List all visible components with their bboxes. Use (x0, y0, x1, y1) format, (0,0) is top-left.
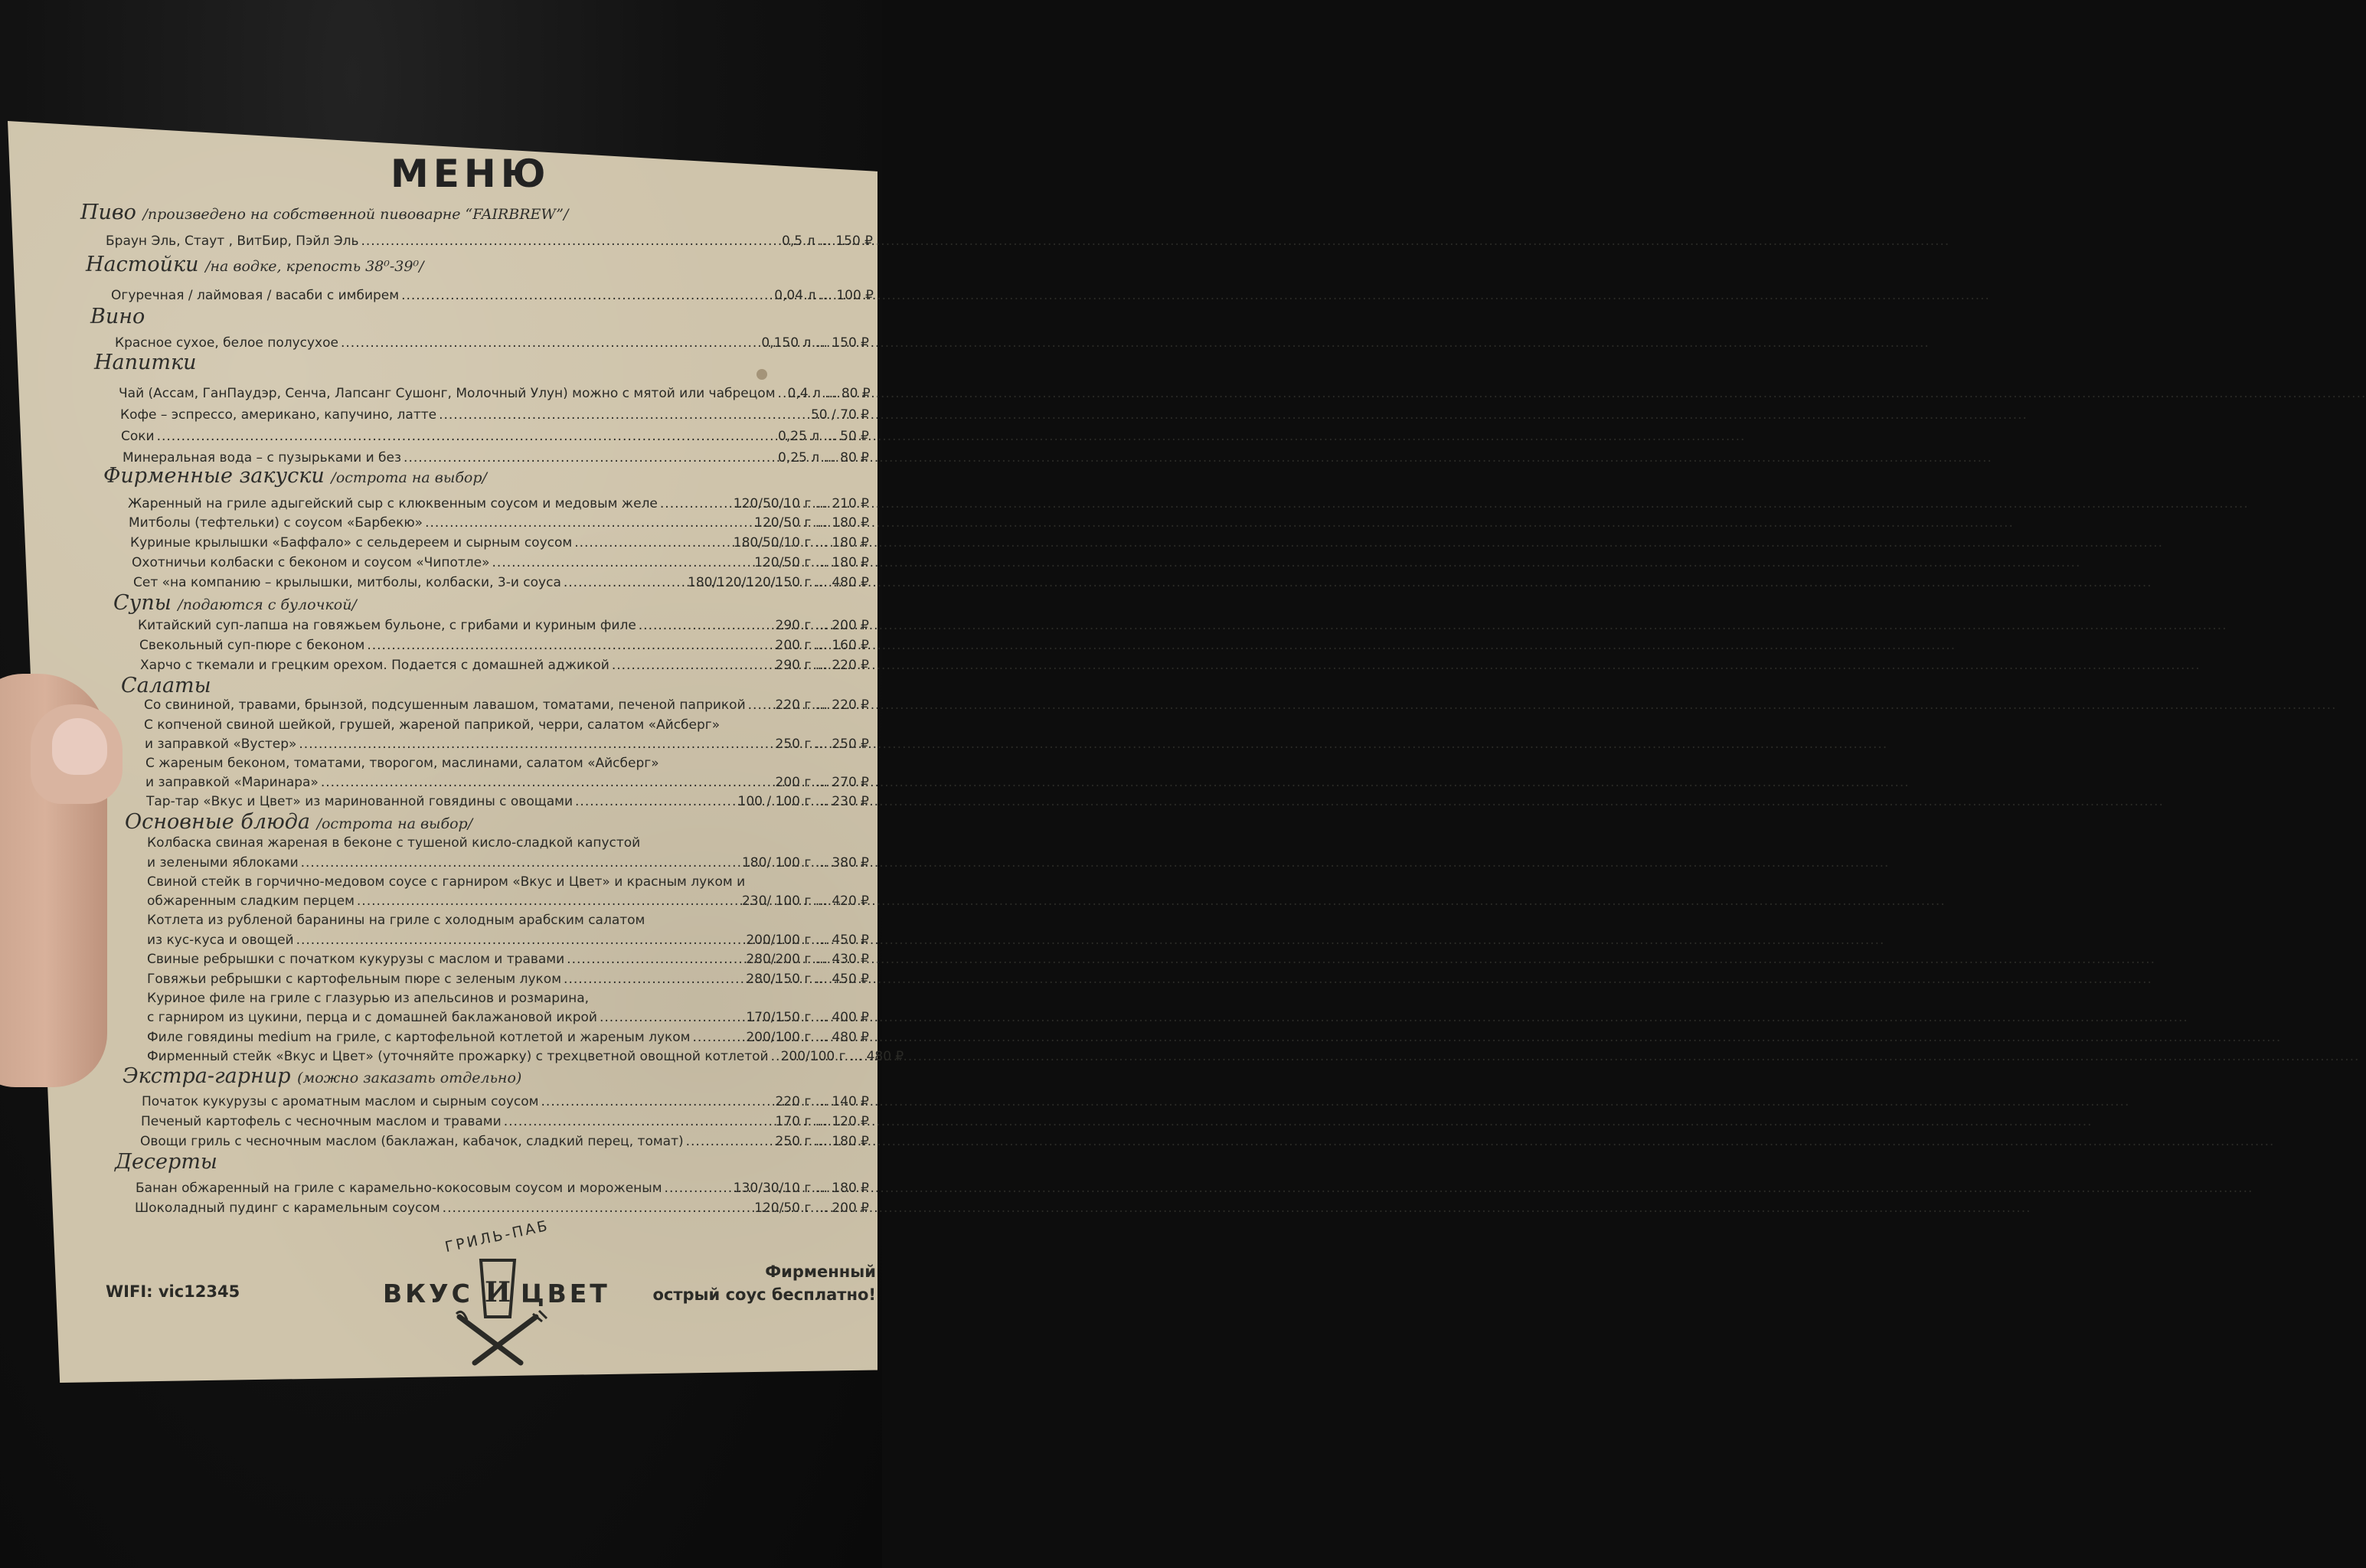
item-price: 120/50 г ... 180 ₽ (754, 555, 869, 570)
dot-leader (686, 1133, 773, 1150)
menu-content (0, 0, 904, 1568)
dot-leader (564, 574, 685, 591)
item-name: Митболы (тефтельки) с соусом «Барбекю» (129, 515, 423, 531)
dot-leader (299, 736, 773, 753)
menu-item (147, 971, 869, 988)
item-name: Говяжьи ребрышки с картофельным пюре с зеленым луком (147, 972, 562, 987)
menu-item (115, 335, 869, 351)
item-price: 290 г ... 220 ₽ (775, 658, 869, 673)
menu-item (120, 407, 869, 423)
item-name: Соки (121, 429, 155, 444)
section-drinks-heading (94, 351, 197, 374)
logo-subtitle: ГРИЛЬ-ПАБ (443, 1217, 551, 1256)
item-name: обжаренным сладким перцем (147, 893, 355, 909)
dot-leader (157, 428, 776, 445)
grill-pub-logo (383, 1217, 620, 1370)
section-beer-note: /произведено на собственной пивоварне “FAIRBREW”/ (142, 206, 569, 223)
dot-leader (564, 971, 743, 988)
item-price: 0,25 л ... 50 ₽ (778, 429, 869, 444)
item-name: из кус-куса и овощей (147, 933, 294, 948)
menu-item (133, 574, 869, 591)
menu-item (141, 1113, 869, 1130)
item-name: Свекольный суп-пюре с беконом (139, 638, 365, 653)
item-name: и заправкой «Вустер» (145, 737, 297, 752)
menu-item (111, 287, 874, 304)
dot-leader (367, 637, 773, 654)
dot-leader (321, 774, 773, 791)
logo-mark-letter: И (484, 1276, 511, 1308)
item-price: 180/50/10 г ... 180 ₽ (733, 535, 869, 550)
item-price: 280/150 г ... 450 ₽ (746, 972, 869, 987)
section-snacks-heading (103, 464, 487, 488)
item-price: 0,04 л ... 100 ₽ (774, 288, 874, 303)
section-desserts-heading (115, 1150, 217, 1174)
item-name: Чай (Ассам, ГанПаудэр, Сенча, Лапсанг Сушонг, Молочный Улун) можно с мятой или чабрецом (119, 386, 776, 401)
item-description-line: С жареным беконом, томатами, творогом, маслинами, салатом «Айсберг» (145, 756, 659, 771)
logo-word-right: ЦВЕТ (521, 1279, 610, 1308)
dot-leader (361, 233, 780, 250)
section-beer-title: Пиво (80, 201, 136, 224)
item-name: Кофе – эспрессо, американо, капучино, латте (120, 407, 437, 423)
menu-item (147, 932, 869, 949)
menu-item (144, 697, 869, 714)
dot-leader (574, 534, 731, 551)
item-name: Овощи гриль с чесночным маслом (баклажан, кабачок, сладкий перец, томат) (140, 1134, 684, 1149)
section-extra-title: Экстра-гарнир (123, 1064, 291, 1088)
item-price: 0,25 л ... 80 ₽ (778, 450, 869, 466)
dot-leader (492, 554, 753, 571)
item-name: Браун Эль, Стаут , ВитБир, Пэйл Эль (106, 234, 359, 249)
section-tinctures-note: /на водке, крепость 38⁰-39⁰/ (205, 258, 424, 275)
item-name: Банан обжаренный на гриле с карамельно-кокосовым соусом и мороженым (136, 1181, 662, 1196)
menu-item (138, 617, 869, 634)
dot-leader (771, 1048, 779, 1065)
dot-leader (665, 1180, 731, 1197)
dot-leader (541, 1093, 773, 1110)
menu-item (136, 1180, 869, 1197)
menu-item (145, 774, 869, 791)
menu-item (146, 793, 869, 810)
item-price: 120/50/10 г ... 210 ₽ (733, 496, 869, 511)
menu-item (121, 428, 869, 445)
item-price: 0,4 л ... 80 ₽ (787, 386, 871, 401)
item-description-line: Колбаска свиная жареная в беконе с тушеной кисло-сладкой капустой (147, 835, 641, 851)
dot-leader (296, 932, 744, 949)
item-name: Сет «на компанию – крылышки, митболы, колбаски, 3-и соуса (133, 575, 561, 590)
item-name: Куриные крылышки «Баффало» с сельдереем и сырным соусом (130, 535, 573, 550)
dot-leader (778, 385, 786, 402)
dot-leader (357, 893, 740, 910)
item-price: 170/150 г ... 400 ₽ (746, 1010, 869, 1025)
dot-leader (612, 657, 773, 674)
menu-item (147, 854, 869, 871)
item-description-line: С копченой свиной шейкой, грушей, жареной паприкой, черри, салатом «Айсберг» (144, 717, 721, 733)
item-description-line: Куриное филе на гриле с глазурью из апельсинов и розмарина, (147, 991, 590, 1006)
menu-item (147, 951, 869, 968)
item-price: 200/100 г ... 480 ₽ (780, 1049, 904, 1064)
dot-leader (425, 514, 752, 531)
section-extra-heading (123, 1064, 521, 1088)
paper-stain (757, 369, 767, 380)
menu-item (140, 657, 869, 674)
wifi-password: WIFI: vic12345 (106, 1282, 240, 1301)
menu-item (106, 233, 873, 250)
menu-item (139, 637, 869, 654)
free-sauce-promo (631, 1260, 876, 1306)
item-price: 200 г ... 270 ₽ (775, 775, 869, 790)
dot-leader (693, 1029, 744, 1046)
dot-leader (504, 1113, 773, 1130)
item-name: Со свининой, травами, брынзой, подсушенным лавашом, томатами, печеной паприкой (144, 697, 746, 713)
item-price: 120/50 г ... 200 ₽ (754, 1200, 869, 1216)
item-price: 250 г ... 180 ₽ (775, 1134, 869, 1149)
item-price: 200/100 г ... 450 ₽ (746, 933, 869, 948)
item-name: Печеный картофель с чесночным маслом и травами (141, 1114, 502, 1129)
item-name: Початок кукурузы с ароматным маслом и сырным соусом (142, 1094, 539, 1109)
item-price: 250 г ... 250 ₽ (775, 737, 869, 752)
menu-item (132, 554, 869, 571)
dot-leader (443, 1200, 752, 1217)
menu-item (142, 1093, 869, 1110)
dot-leader (575, 793, 736, 810)
item-price: 290 г ... 200 ₽ (775, 618, 869, 633)
item-name: и зелеными яблоками (147, 855, 299, 871)
menu-item (119, 385, 869, 402)
logo-word-left: ВКУС (383, 1279, 473, 1308)
item-name: Китайский суп-лапша на говяжьем бульоне, с грибами и куриным филе (138, 618, 636, 633)
item-name: Жаренный на гриле адыгейский сыр с клюквенным соусом и медовым желе (128, 496, 658, 511)
menu-item (147, 1009, 869, 1026)
dot-leader (567, 951, 743, 968)
menu-item (147, 1048, 904, 1065)
section-salads-title: Салаты (121, 674, 211, 697)
item-price: 130/30/10 г ... 180 ₽ (733, 1181, 869, 1196)
menu-item (147, 893, 869, 910)
item-price: 50 / 70 ₽ (810, 407, 869, 423)
dot-leader (439, 407, 809, 423)
item-name: Тар-тар «Вкус и Цвет» из маринованной говядины с овощами (146, 794, 574, 809)
item-name: и заправкой «Маринара» (145, 775, 319, 790)
section-mains-heading (125, 810, 472, 834)
item-name: Свиные ребрышки с початком кукурузы с маслом и травами (147, 952, 565, 967)
promo-line-2: острый соус бесплатно! (652, 1285, 876, 1304)
menu-item (129, 514, 869, 531)
item-description-line: Свиной стейк в горчично-медовом соусе с гарниром «Вкус и Цвет» и красным луком и (147, 874, 746, 890)
item-price: 120/50 г ... 180 ₽ (754, 515, 869, 531)
section-wine-title: Вино (90, 305, 145, 328)
item-name: Минеральная вода – с пузырьками и без (123, 450, 402, 466)
section-snacks-note: /острота на выбор/ (331, 469, 487, 486)
item-price: 0,5 л ... 150 ₽ (782, 234, 873, 249)
dot-leader (401, 287, 772, 304)
section-desserts-title: Десерты (115, 1150, 217, 1174)
section-tinctures-title: Настойки (86, 253, 199, 276)
item-name: Огуречная / лаймовая / васаби с имбирем (111, 288, 400, 303)
item-name: с гарниром из цукини, перца и с домашней баклажановой икрой (147, 1010, 597, 1025)
promo-line-1: Фирменный (765, 1263, 876, 1281)
crossed-knife-fork-icon (383, 1225, 620, 1370)
section-soups-title: Супы (113, 591, 172, 615)
item-price: 200 г ... 160 ₽ (775, 638, 869, 653)
dot-leader (341, 335, 759, 351)
dot-leader (660, 495, 731, 512)
item-price: 0,150 л ... 150 ₽ (761, 335, 869, 351)
item-price: 220 г ... 220 ₽ (775, 697, 869, 713)
dot-leader (600, 1009, 743, 1026)
item-price: 280/200 г ... 430 ₽ (746, 952, 869, 967)
section-wine-heading (90, 305, 145, 328)
item-price: 180/ 100 г ... 380 ₽ (741, 855, 869, 871)
menu-item (145, 736, 869, 753)
item-name: Охотничьи колбаски с беконом и соусом «Чипотле» (132, 555, 490, 570)
section-mains-note: /острота на выбор/ (316, 815, 473, 832)
section-snacks-title: Фирменные закуски (103, 464, 325, 488)
dot-leader (301, 854, 740, 871)
section-salads-heading (121, 674, 211, 697)
menu-title: МЕНЮ (391, 152, 551, 196)
item-price: 230/ 100 г ... 420 ₽ (741, 893, 869, 909)
menu-item (128, 495, 869, 512)
menu-item (140, 1133, 869, 1150)
section-soups-heading (113, 591, 357, 615)
dot-leader (639, 617, 773, 634)
section-drinks-title: Напитки (94, 351, 197, 374)
item-price: 220 г ... 140 ₽ (775, 1094, 869, 1109)
item-price: 170 г ... 120 ₽ (775, 1114, 869, 1129)
item-description-line: Котлета из рубленой баранины на гриле с холодным арабским салатом (147, 913, 645, 928)
menu-item (130, 534, 869, 551)
dot-leader (748, 697, 773, 714)
item-name: Шоколадный пудинг с карамельным соусом (135, 1200, 440, 1216)
item-name: Харчо с ткемали и грецким орехом. Подается с домашней аджикой (140, 658, 609, 673)
item-name: Красное сухое, белое полусухое (115, 335, 338, 351)
section-soups-note: /подаются с булочкой/ (178, 596, 357, 613)
item-price: 100 / 100 г ... 230 ₽ (737, 794, 869, 809)
menu-item (147, 1029, 869, 1046)
item-name: Филе говядины medium на гриле, с картофельной котлетой и жареным луком (147, 1030, 691, 1045)
section-mains-title: Основные блюда (125, 810, 310, 834)
item-price: 200/100 г ... 480 ₽ (746, 1030, 869, 1045)
menu-item (135, 1200, 869, 1217)
item-name: Фирменный стейк «Вкус и Цвет» (уточняйте прожарку) с трехцветной овощной котлетой (147, 1049, 769, 1064)
section-extra-note: (можно заказать отдельно) (297, 1070, 522, 1086)
item-price: 180/120/120/150 г ... 480 ₽ (688, 575, 869, 590)
section-tinctures-heading (86, 253, 424, 276)
section-beer-heading (80, 201, 568, 224)
